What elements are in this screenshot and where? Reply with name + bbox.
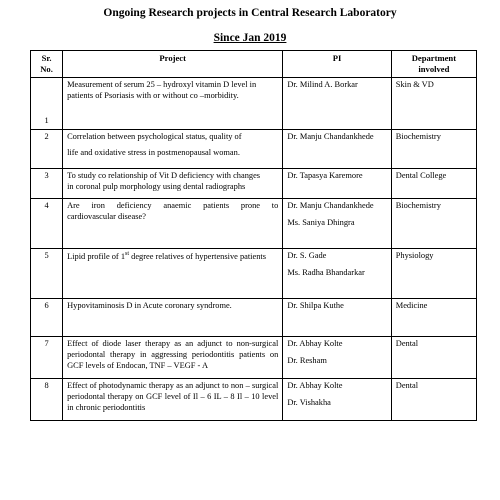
project-cell: Lipid profile of 1st degree relatives of hypertensive patients	[63, 249, 283, 299]
row-number: 1	[31, 78, 63, 130]
row-number: 7	[31, 337, 63, 379]
project-cell: Measurement of serum 25 – hydroxyl vitamin D level in patients of Psoriasis with or without co –morbidity.	[63, 78, 283, 130]
header-department: Department involved	[391, 51, 476, 78]
table-row	[31, 299, 477, 337]
department-cell: Dental	[391, 379, 476, 421]
department-cell: Dental	[391, 337, 476, 379]
row-number: 5	[31, 249, 63, 299]
table-row	[31, 249, 477, 299]
header-project: Project	[63, 51, 283, 78]
table-row	[31, 199, 477, 249]
pi-cell: Dr. Shilpa Kuthe	[283, 299, 391, 337]
pi-cell: Dr. Milind A. Borkar	[283, 78, 391, 130]
table-row	[31, 379, 477, 421]
project-cell: Hypovitaminosis D in Acute coronary syndrome.	[63, 299, 283, 337]
pi-cell: Dr. Abhay Kolte Dr. Vishakha	[283, 379, 391, 421]
table-row	[31, 78, 477, 130]
pi-cell: Dr. Manju Chandankhede	[283, 130, 391, 169]
department-cell: Dental College	[391, 169, 476, 199]
department-cell: Medicine	[391, 299, 476, 337]
department-cell: Skin & VD	[391, 78, 476, 130]
project-cell: Correlation between psychological status, quality of life and oxidative stress in postmenopausal woman.	[63, 130, 283, 169]
document-title: Ongoing Research projects in Central Research Laboratory	[103, 7, 397, 19]
project-cell: To study co relationship of Vit D deficiency with changes in coronal pulp morphology using dental radiographs	[63, 169, 283, 199]
table-row	[31, 337, 477, 379]
header-pi: PI	[283, 51, 391, 78]
row-number: 8	[31, 379, 63, 421]
research-projects-table	[30, 50, 477, 421]
pi-cell: Dr. S. Gade Ms. Radha Bhandarkar	[283, 249, 391, 299]
pi-cell: Dr. Tapasya Karemore	[283, 169, 391, 199]
row-number: 4	[31, 199, 63, 249]
department-cell: Biochemistry	[391, 130, 476, 169]
row-number: 6	[31, 299, 63, 337]
header-sr-no: Sr. No.	[31, 51, 63, 78]
table-row	[31, 130, 477, 169]
project-cell: Effect of diode laser therapy as an adjunct to non-surgical periodontal therapy in aggressing periodontitis patients on GCF levels of Endocan, TNF – VEGF - A	[63, 337, 283, 379]
department-cell: Physiology	[391, 249, 476, 299]
row-number: 3	[31, 169, 63, 199]
project-cell: Are iron deficiency anaemic patients prone to cardiovascular disease?	[63, 199, 283, 249]
document-subtitle: Since Jan 2019	[213, 32, 287, 44]
department-cell: Biochemistry	[391, 199, 476, 249]
pi-cell: Dr. Abhay Kolte Dr. Resham	[283, 337, 391, 379]
pi-cell: Dr. Manju Chandankhede Ms. Saniya Dhingra	[283, 199, 391, 249]
project-cell: Effect of photodynamic therapy as an adjunct to non – surgical periodontal therapy on GCF level of Il – 6 IL – 8 Il – 10 level in chronic periodontitis	[63, 379, 283, 421]
row-number: 2	[31, 130, 63, 169]
table-header-row	[31, 51, 477, 78]
table-row	[31, 169, 477, 199]
